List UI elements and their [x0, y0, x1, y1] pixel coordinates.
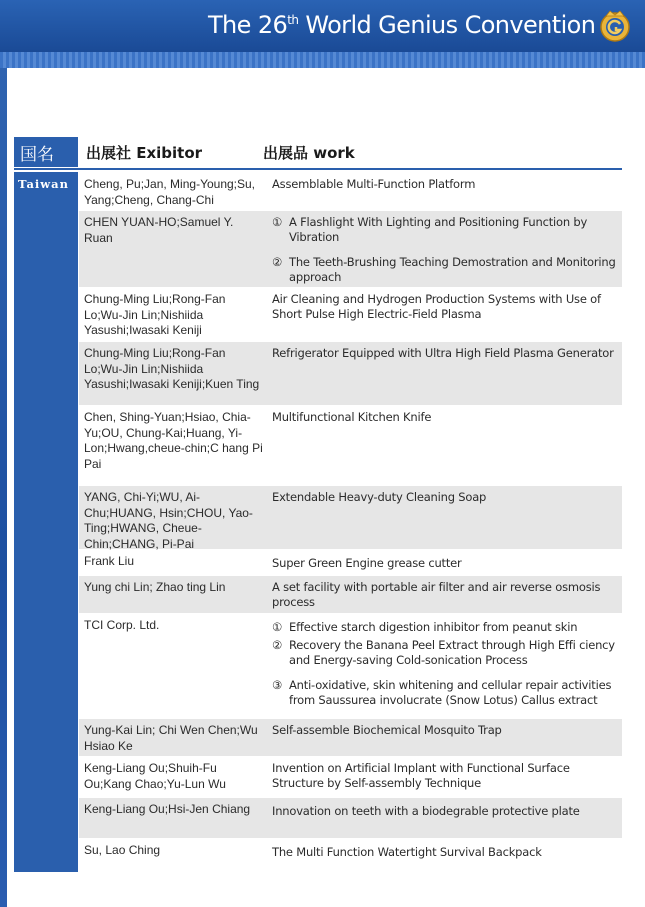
work-item: Super Green Engine grease cutter — [272, 556, 462, 570]
table-row — [79, 288, 622, 341]
table-row — [79, 342, 622, 405]
work-cell — [272, 292, 617, 322]
table-row — [79, 486, 622, 549]
table-row — [79, 550, 622, 575]
work-item: The Teeth-Brushing Teaching Demostration and Monitoring approach — [289, 255, 616, 284]
work-cell — [272, 845, 617, 860]
genius-convention-logo-icon — [597, 8, 633, 44]
exhibitor-cell: Frank Liu — [84, 554, 135, 568]
table-row — [79, 211, 622, 287]
work-cell — [272, 177, 617, 192]
exhibitor-cell: CHEN YUAN-HO;Samuel Y. Ruan — [84, 215, 234, 245]
column-header-exhibitor: 出展社 Exibitor — [86, 144, 203, 162]
work-item: Recovery the Banana Peel Extract through High Effi ciency and Energy-saving Cold-sonication Process — [289, 638, 615, 667]
item-number: ① — [272, 215, 283, 229]
work-item: Effective starch digestion inhibitor from peanut skin — [289, 620, 578, 634]
work-item: A set facility with portable air filter and air reverse osmosis process — [272, 580, 601, 609]
work-item: Refrigerator Equipped with Ultra High Field Plasma Generator — [272, 346, 614, 360]
work-item: Extendable Heavy-duty Cleaning Soap — [272, 490, 487, 504]
table-row — [79, 614, 622, 718]
exhibitor-cell: Chung-Ming Liu;Rong-Fan Lo;Wu-Jin Lin;Nishiida Yasushi;Iwasaki Keniji — [84, 292, 226, 337]
exhibitor-cell: TCI Corp. Ltd. — [84, 618, 160, 632]
exhibitor-cell: Keng-Liang Ou;Hsi-Jen Chiang — [84, 802, 251, 816]
item-number: ② — [272, 638, 283, 652]
work-cell — [272, 346, 617, 361]
work-item: Invention on Artificial Implant with Functional Surface Structure by Self-assembly Technique — [272, 761, 570, 790]
country-column — [14, 172, 78, 872]
exhibitor-cell: YANG, Chi-Yi;WU, Ai-Chu;HUANG, Hsin;CHOU, Yao-Ting;HWANG, Cheue-Chin;CHANG, Pi-Pai — [84, 490, 253, 551]
work-cell — [272, 410, 617, 425]
work-cell — [272, 580, 617, 610]
header-title: The 26th World Genius Convention — [208, 11, 596, 39]
work-cell — [272, 761, 617, 791]
page-header — [0, 0, 645, 52]
work-item: Assemblable Multi-Function Platform — [272, 177, 476, 191]
work-item: Innovation on teeth with a biodegrable protective plate — [272, 804, 580, 818]
work-item: Anti-oxidative, skin whitening and cellular repair activities from Saussurea involucrate (Snow Lotus) Callus extract — [289, 678, 612, 707]
table-row — [79, 757, 622, 797]
exhibitor-cell: Yung-Kai Lin; Chi Wen Chen;Wu Hsiao Ke — [84, 723, 258, 753]
exhibitor-cell: Chen, Shing-Yuan;Hsiao, Chia-Yu;OU, Chung-Kai;Huang, Yi-Lon;Hwang,cheue-chin;C hang Pi Pai — [84, 410, 263, 471]
item-number: ② — [272, 255, 283, 269]
country-label: Taiwan — [18, 177, 69, 191]
exhibitor-cell: Yung chi Lin; Zhao ting Lin — [84, 580, 226, 594]
exhibitor-cell: Chung-Ming Liu;Rong-Fan Lo;Wu-Jin Lin;Nishiida Yasushi;Iwasaki Keniji;Kuen Ting — [84, 346, 260, 391]
column-header-work: 出展品 work — [263, 144, 355, 162]
work-cell — [272, 556, 617, 571]
left-accent-bar — [0, 68, 7, 907]
work-item: Air Cleaning and Hydrogen Production Systems with Use of Short Pulse High Electric-Field Plasma — [272, 292, 601, 321]
work-cell — [272, 215, 617, 285]
exhibitor-cell: Keng-Liang Ou;Shuih-Fu Ou;Kang Chao;Yu-Lun Wu — [84, 761, 226, 791]
item-number: ③ — [272, 678, 283, 692]
table-row — [79, 406, 622, 485]
work-cell — [272, 723, 617, 738]
header-stripe — [0, 52, 645, 68]
work-item: Multifunctional Kitchen Knife — [272, 410, 432, 424]
work-cell — [272, 620, 617, 708]
work-cell — [272, 490, 617, 505]
work-item: Self-assemble Biochemical Mosquito Trap — [272, 723, 502, 737]
table-row — [79, 839, 622, 873]
table-row — [79, 798, 622, 838]
table-row — [79, 719, 622, 756]
exhibitor-cell: Cheng, Pu;Jan, Ming-Young;Su, Yang;Cheng, Chang-Chi — [84, 177, 256, 207]
work-item: The Multi Function Watertight Survival Backpack — [272, 845, 542, 859]
column-header-country: 国名 — [14, 137, 78, 167]
table-row — [79, 576, 622, 613]
table-row — [79, 173, 622, 210]
work-cell — [272, 804, 617, 819]
exhibitor-cell: Su, Lao Ching — [84, 843, 161, 857]
header-rule — [14, 168, 622, 170]
work-item: A Flashlight With Lighting and Positioning Function by Vibration — [289, 215, 588, 244]
item-number: ① — [272, 620, 283, 634]
